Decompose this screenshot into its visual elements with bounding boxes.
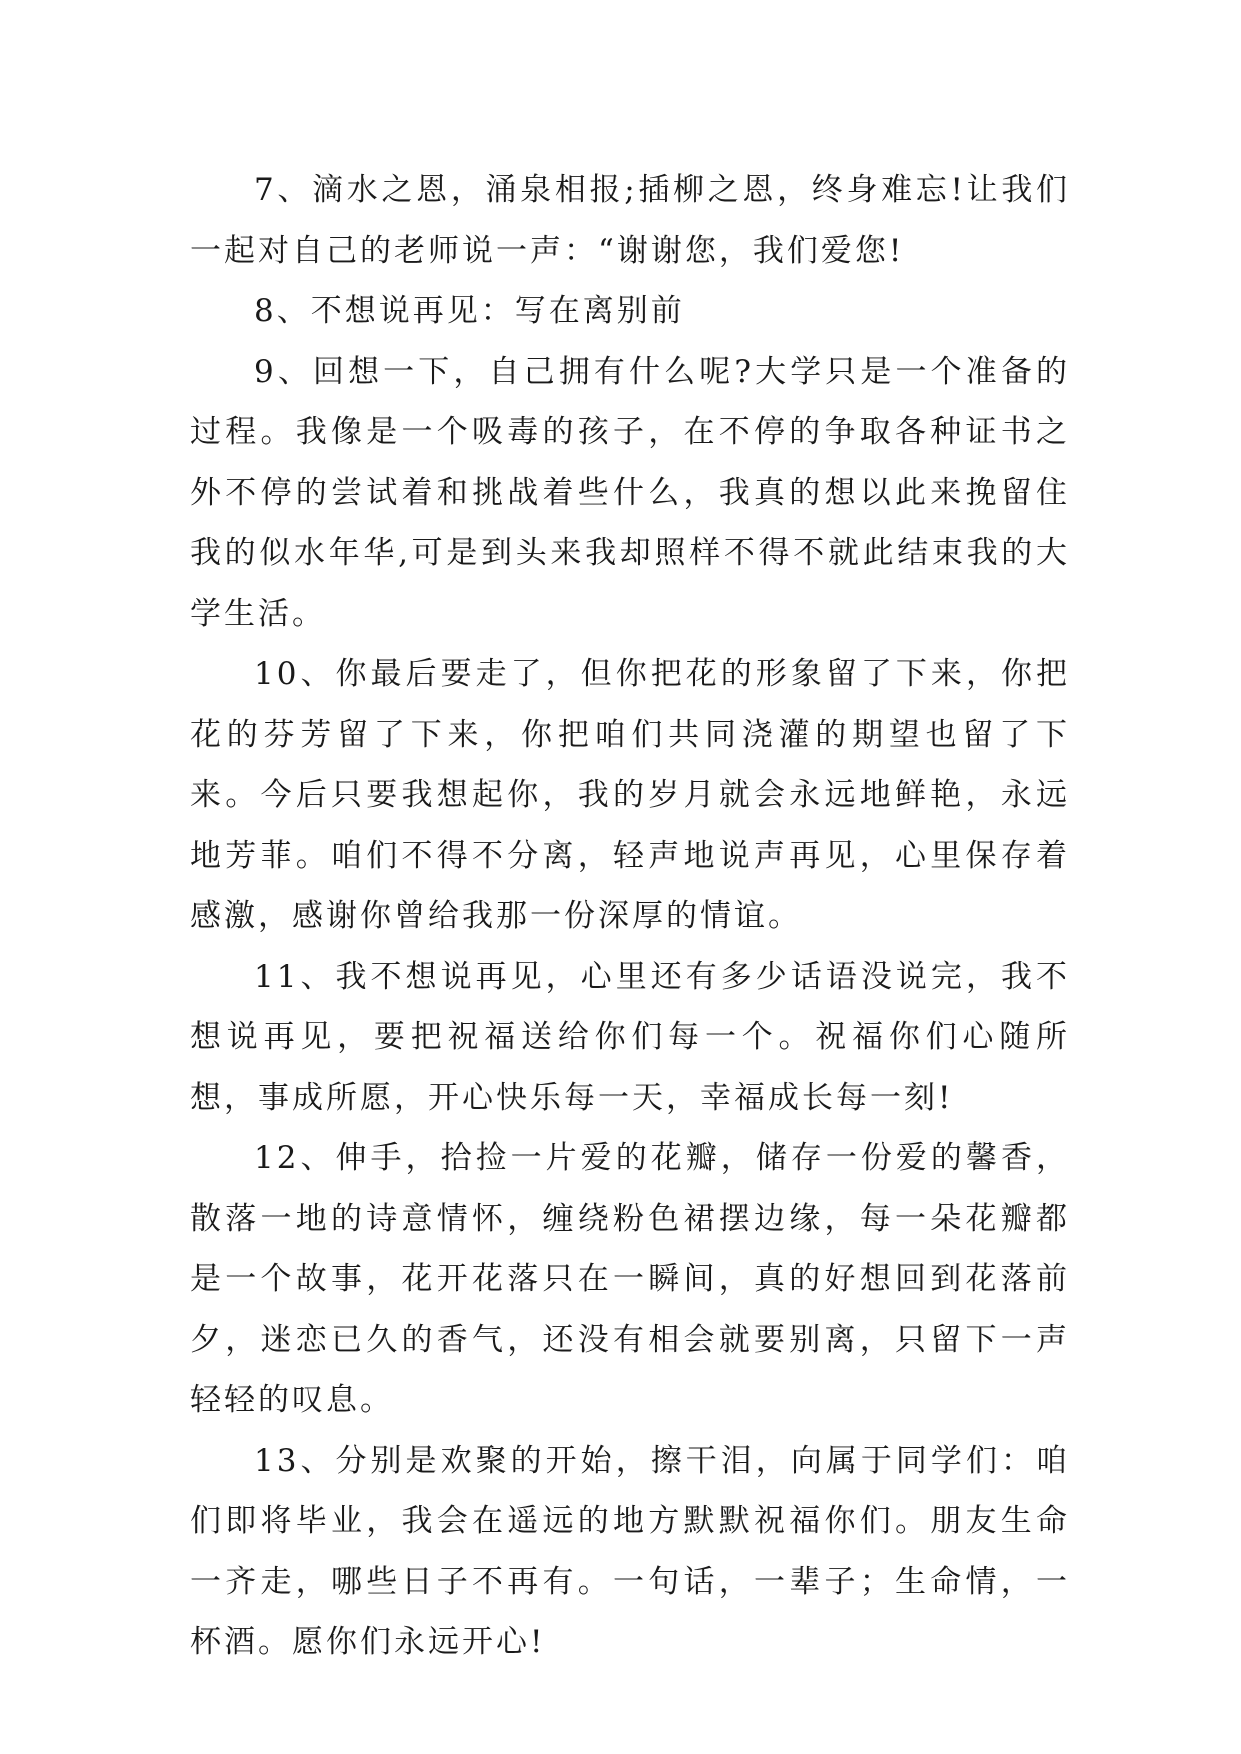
paragraph-11: 11、我不想说再见，心里还有多少话语没说完，我不想说再见，要把祝福送给你们每一个。祝福你们心随所想，事成所愿，开心快乐每一天，幸福成长每一刻! — [190, 958, 1070, 1116]
document-body — [190, 160, 1070, 1673]
paragraph-7: 7、滴水之恩，涌泉相报;插柳之恩，终身难忘!让我们一起对自己的老师说一声：“谢谢您，我们爱您! — [190, 172, 1070, 269]
paragraph-8: 8、不想说再见：写在离别前 — [254, 293, 685, 329]
paragraph-12: 12、伸手，拾捡一片爱的花瓣，储存一份爱的馨香，散落一地的诗意情怀，缠绕粉色裙摆边缘，每一朵花瓣都是一个故事，花开花落只在一瞬间，真的好想回到花落前夕，迷恋已久的香气，还没有相会就要别离，只留下一声轻轻的叹息。 — [190, 1140, 1070, 1418]
paragraph-9: 9、回想一下，自己拥有什么呢?大学只是一个准备的过程。我像是一个吸毒的孩子，在不停的争取各种证书之外不停的尝试着和挑战着些什么，我真的想以此来挽留住我的似水年华,可是到头来我却照样不得不就此结束我的大学生活。 — [190, 353, 1070, 632]
paragraph-10: 10、你最后要走了，但你把花的形象留了下来，你把花的芬芳留了下来，你把咱们共同浇灌的期望也留了下来。今后只要我想起你，我的岁月就会永远地鲜艳，永远地芳菲。咱们不得不分离，轻声地说声再见，心里保存着感激，感谢你曾给我那一份深厚的情谊。 — [190, 656, 1070, 934]
paragraph-13: 13、分别是欢聚的开始，擦干泪，向属于同学们：咱们即将毕业，我会在遥远的地方默默祝福你们。朋友生命一齐走，哪些日子不再有。一句话，一辈子；生命情，一杯酒。愿你们永远开心! — [190, 1442, 1070, 1660]
